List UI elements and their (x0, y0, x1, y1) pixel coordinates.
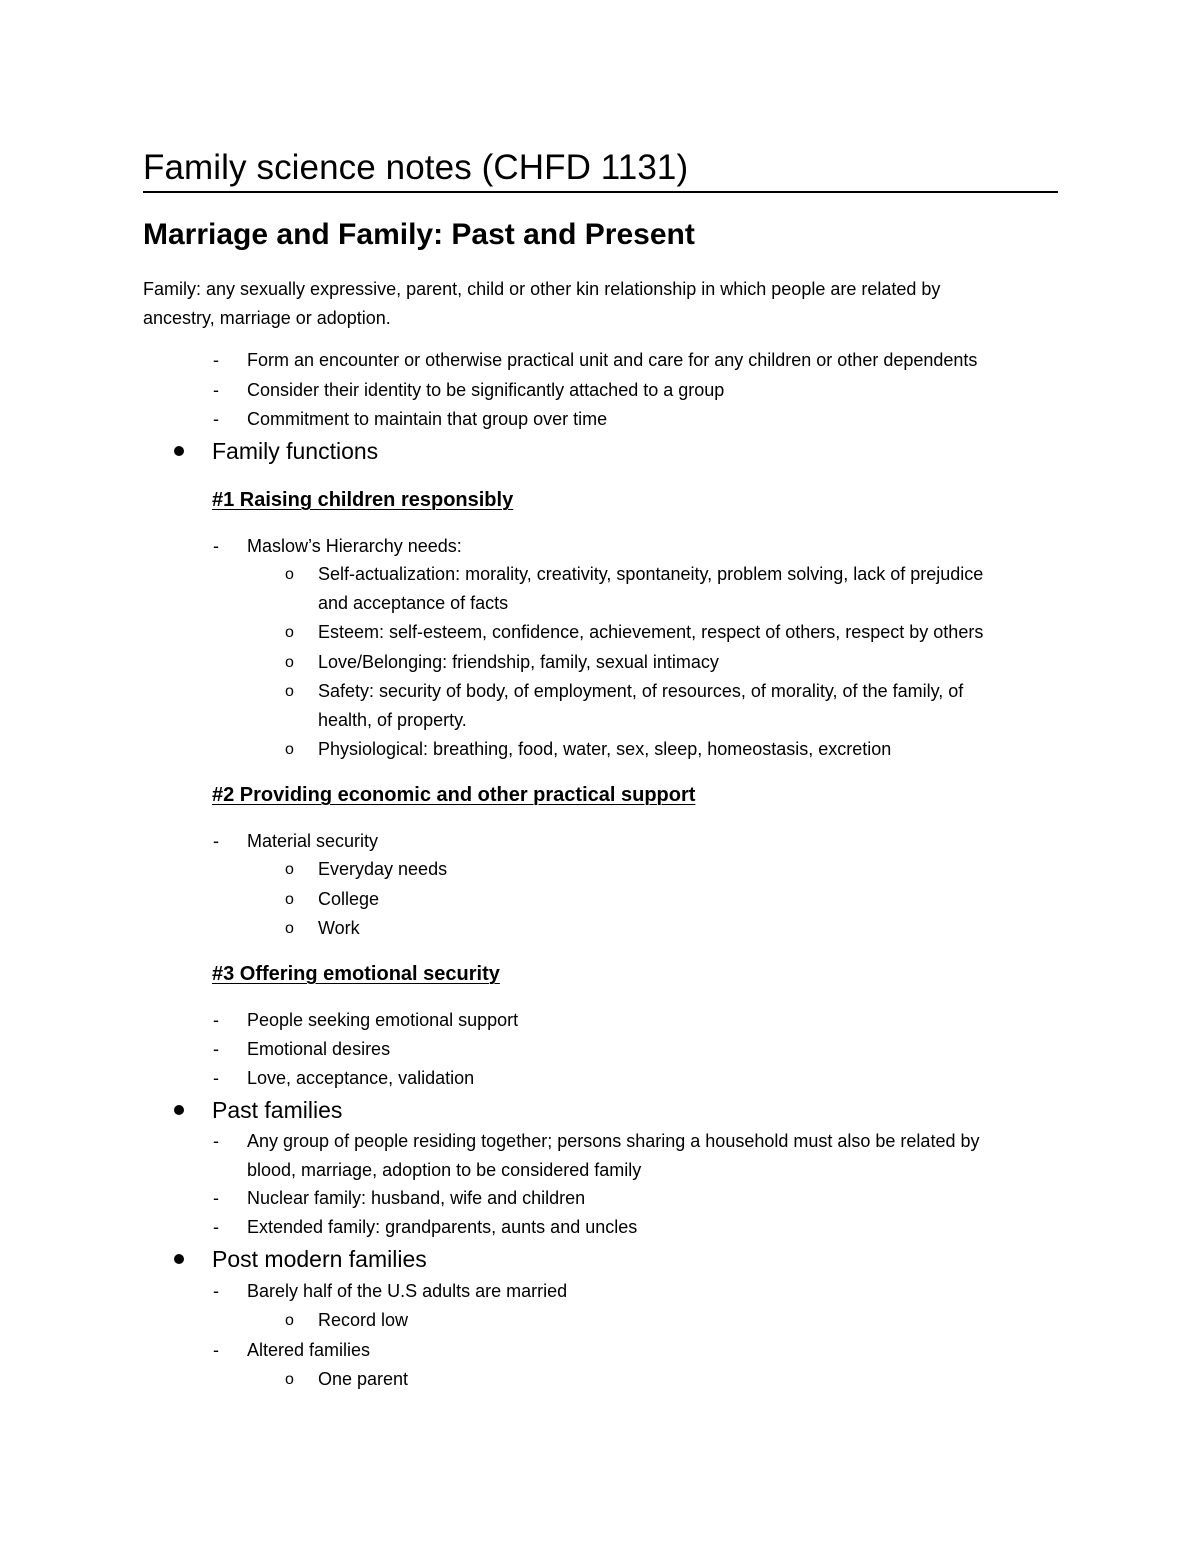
circle-marker: o (285, 920, 294, 937)
circle-marker: o (285, 654, 294, 671)
list-item: Form an encounter or otherwise practical unit and care for any children or other dependents (247, 350, 978, 370)
list-item: Everyday needs (318, 859, 448, 879)
bullet-icon (174, 446, 184, 456)
circle-marker: o (285, 1371, 294, 1388)
dash-marker: - (213, 1068, 219, 1088)
title-underline-rule (143, 191, 1058, 193)
dash-marker: - (213, 1281, 219, 1301)
list-item: Extended family: grandparents, aunts and uncles (247, 1217, 638, 1237)
list-item-continuation: health, of property. (318, 710, 467, 730)
dash-marker: - (213, 1010, 219, 1030)
list-item: Love/Belonging: friendship, family, sexual intimacy (318, 652, 719, 672)
list-item: People seeking emotional support (247, 1010, 519, 1030)
list-item: Maslow’s Hierarchy needs: (247, 536, 462, 556)
page-title: Family science notes (CHFD 1131) (143, 148, 689, 187)
list-item: Self-actualization: morality, creativity, spontaneity, problem solving, lack of prejudice (318, 564, 984, 584)
dash-marker: - (213, 1039, 219, 1059)
list-item: Love, acceptance, validation (247, 1068, 475, 1088)
list-item: Esteem: self-esteem, confidence, achievement, respect of others, respect by others (318, 622, 984, 642)
list-item-continuation: blood, marriage, adoption to be considered family (247, 1160, 642, 1180)
dash-marker: - (213, 380, 219, 400)
subsection-heading: #2 Providing economic and other practical support (212, 784, 696, 806)
list-item: Commitment to maintain that group over time (247, 409, 608, 429)
list-item: One parent (318, 1369, 409, 1389)
list-item: Physiological: breathing, food, water, sex, sleep, homeostasis, excretion (318, 739, 892, 759)
list-item: Safety: security of body, of employment, of resources, of morality, of the family, of (318, 681, 964, 701)
subsection-heading: #3 Offering emotional security (212, 963, 500, 985)
definition-line: ancestry, marriage or adoption. (143, 308, 391, 328)
list-item: Record low (318, 1310, 409, 1330)
circle-marker: o (285, 891, 294, 908)
dash-marker: - (213, 1217, 219, 1237)
list-item: Barely half of the U.S adults are married (247, 1281, 568, 1301)
list-item: College (318, 889, 380, 909)
bullet-heading: Past families (212, 1097, 343, 1123)
list-item: Any group of people residing together; persons sharing a household must also be related by (247, 1131, 980, 1151)
list-item-continuation: and acceptance of facts (318, 593, 509, 613)
circle-marker: o (285, 624, 294, 641)
bullet-heading: Family functions (212, 438, 379, 464)
dash-marker: - (213, 1131, 219, 1151)
dash-marker: - (213, 409, 219, 429)
dash-marker: - (213, 350, 219, 370)
circle-marker: o (285, 683, 294, 700)
circle-marker: o (285, 861, 294, 878)
list-item: Consider their identity to be significantly attached to a group (247, 380, 725, 400)
bullet-icon (174, 1105, 184, 1115)
list-item: Material security (247, 831, 379, 851)
dash-marker: - (213, 1340, 219, 1360)
subsection-heading: #1 Raising children responsibly (212, 489, 514, 511)
dash-marker: - (213, 536, 219, 556)
dash-marker: - (213, 831, 219, 851)
list-item: Altered families (247, 1340, 371, 1360)
section-heading: Marriage and Family: Past and Present (143, 218, 695, 251)
list-item: Emotional desires (247, 1039, 391, 1059)
circle-marker: o (285, 741, 294, 758)
circle-marker: o (285, 1312, 294, 1329)
list-item: Work (318, 918, 360, 938)
dash-marker: - (213, 1188, 219, 1208)
bullet-icon (174, 1254, 184, 1264)
list-item: Nuclear family: husband, wife and children (247, 1188, 586, 1208)
circle-marker: o (285, 566, 294, 583)
bullet-heading: Post modern families (212, 1246, 427, 1272)
definition-line: Family: any sexually expressive, parent, child or other kin relationship in which people are related by (143, 279, 941, 299)
